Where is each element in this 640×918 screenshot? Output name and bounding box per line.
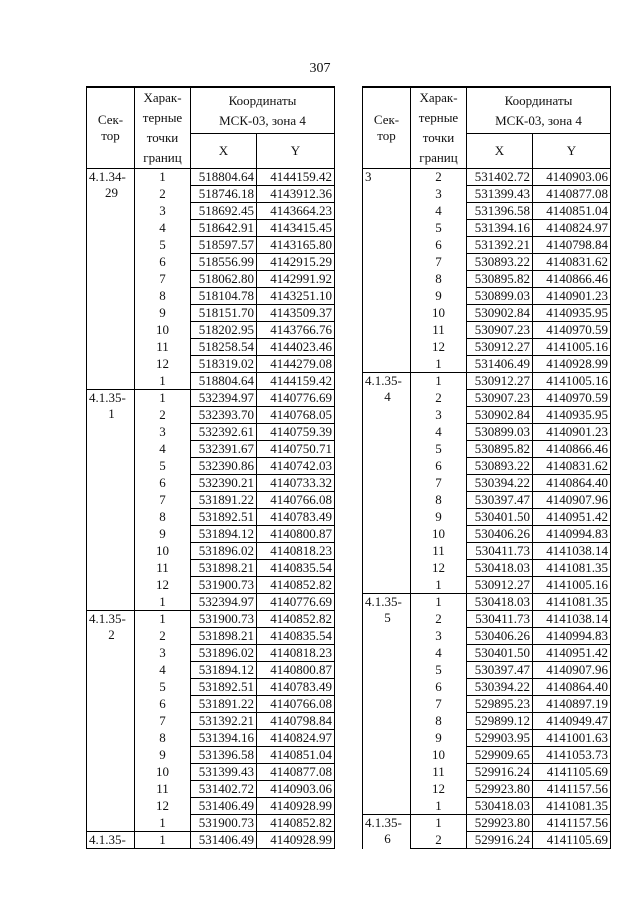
point-number: 1	[135, 373, 191, 390]
x-coordinate: 530907.23	[467, 322, 533, 339]
x-coordinate: 529895.23	[467, 696, 533, 713]
y-coordinate: 4141038.14	[533, 611, 611, 628]
y-coordinate: 4140776.69	[257, 594, 335, 611]
point-number: 12	[411, 339, 467, 356]
x-coordinate: 518746.18	[191, 186, 257, 203]
y-coordinate: 4140994.83	[533, 628, 611, 645]
y-coordinate: 4140824.97	[533, 220, 611, 237]
x-coordinate: 531394.16	[467, 220, 533, 237]
x-coordinate: 530912.27	[467, 577, 533, 594]
point-number: 11	[135, 560, 191, 577]
x-coordinate: 531402.72	[467, 169, 533, 186]
y-coordinate: 4140851.04	[257, 747, 335, 764]
x-coordinate: 530899.03	[467, 424, 533, 441]
y-coordinate: 4141005.16	[533, 373, 611, 390]
point-number: 11	[135, 781, 191, 798]
y-coordinate: 4140750.71	[257, 441, 335, 458]
y-coordinate: 4143912.36	[257, 186, 335, 203]
point-number: 10	[411, 747, 467, 764]
point-number: 1	[411, 356, 467, 373]
header-y: Y	[257, 134, 335, 169]
point-number: 3	[411, 186, 467, 203]
point-number: 1	[135, 594, 191, 611]
y-coordinate: 4140928.99	[257, 832, 335, 849]
point-number: 10	[411, 526, 467, 543]
y-coordinate: 4140901.23	[533, 288, 611, 305]
y-coordinate: 4143415.45	[257, 220, 335, 237]
x-coordinate: 518319.02	[191, 356, 257, 373]
x-coordinate: 531894.12	[191, 526, 257, 543]
table-row	[87, 390, 335, 407]
point-number: 9	[135, 526, 191, 543]
x-coordinate: 532394.97	[191, 594, 257, 611]
sector-label: 29	[105, 185, 118, 200]
y-coordinate: 4140864.40	[533, 679, 611, 696]
x-coordinate: 531394.16	[191, 730, 257, 747]
point-number: 1	[135, 169, 191, 186]
y-coordinate: 4142915.29	[257, 254, 335, 271]
point-number: 11	[411, 764, 467, 781]
y-coordinate: 4140835.54	[257, 560, 335, 577]
x-coordinate: 530394.22	[467, 679, 533, 696]
sector-label: 4.1.35-	[365, 815, 402, 830]
x-coordinate: 532392.61	[191, 424, 257, 441]
point-number: 7	[411, 696, 467, 713]
header-coordinates: Координаты МСК-03, зона 4	[467, 87, 611, 134]
point-number: 5	[135, 679, 191, 696]
y-coordinate: 4141105.69	[533, 764, 611, 781]
y-coordinate: 4140759.39	[257, 424, 335, 441]
x-coordinate: 531396.58	[191, 747, 257, 764]
x-coordinate: 518642.91	[191, 220, 257, 237]
y-coordinate: 4140818.23	[257, 645, 335, 662]
point-number: 5	[135, 237, 191, 254]
x-coordinate: 529916.24	[467, 764, 533, 781]
point-number: 2	[411, 611, 467, 628]
x-coordinate: 531900.73	[191, 815, 257, 832]
point-number: 6	[135, 254, 191, 271]
table-body-left	[87, 169, 335, 849]
y-coordinate: 4140798.84	[257, 713, 335, 730]
point-number: 2	[135, 186, 191, 203]
sector-label: 4.1.35-	[365, 594, 402, 609]
table-row	[363, 373, 611, 390]
point-number: 12	[411, 781, 467, 798]
y-coordinate: 4140907.96	[533, 492, 611, 509]
x-coordinate: 530397.47	[467, 662, 533, 679]
y-coordinate: 4140851.04	[533, 203, 611, 220]
y-coordinate: 4142991.92	[257, 271, 335, 288]
sector-label: 4.1.35-	[365, 373, 402, 388]
header-points: Харак- терные точки границ	[411, 87, 467, 169]
x-coordinate: 531392.21	[467, 237, 533, 254]
point-number: 9	[135, 305, 191, 322]
sector-cell	[363, 815, 411, 849]
point-number: 10	[135, 322, 191, 339]
y-coordinate: 4140897.19	[533, 696, 611, 713]
point-number: 1	[411, 373, 467, 390]
table-body-right	[363, 169, 611, 849]
y-coordinate: 4140903.06	[257, 781, 335, 798]
table-row	[87, 611, 335, 628]
y-coordinate: 4140831.62	[533, 458, 611, 475]
point-number: 1	[411, 594, 467, 611]
y-coordinate: 4140901.23	[533, 424, 611, 441]
y-coordinate: 4140951.42	[533, 509, 611, 526]
y-coordinate: 4140733.32	[257, 475, 335, 492]
point-number: 2	[135, 407, 191, 424]
y-coordinate: 4140935.95	[533, 407, 611, 424]
y-coordinate: 4140783.49	[257, 679, 335, 696]
point-number: 8	[135, 509, 191, 526]
sector-label: 2	[108, 627, 115, 642]
x-coordinate: 529899.12	[467, 713, 533, 730]
point-number: 5	[135, 458, 191, 475]
point-number: 3	[411, 407, 467, 424]
header-points: Харак- терные точки границ	[135, 87, 191, 169]
sector-label: 4	[384, 389, 391, 404]
point-number: 7	[135, 271, 191, 288]
point-number: 6	[135, 696, 191, 713]
y-coordinate: 4141053.73	[533, 747, 611, 764]
point-number: 9	[411, 509, 467, 526]
x-coordinate: 518062.80	[191, 271, 257, 288]
x-coordinate: 530394.22	[467, 475, 533, 492]
point-number: 5	[411, 441, 467, 458]
x-coordinate: 518202.95	[191, 322, 257, 339]
y-coordinate: 4140970.59	[533, 390, 611, 407]
y-coordinate: 4143766.76	[257, 322, 335, 339]
y-coordinate: 4144279.08	[257, 356, 335, 373]
x-coordinate: 530406.26	[467, 526, 533, 543]
y-coordinate: 4140768.05	[257, 407, 335, 424]
x-coordinate: 531399.43	[191, 764, 257, 781]
x-coordinate: 530902.84	[467, 407, 533, 424]
point-number: 7	[135, 713, 191, 730]
point-number: 8	[411, 713, 467, 730]
y-coordinate: 4140928.99	[533, 356, 611, 373]
point-number: 2	[411, 390, 467, 407]
y-coordinate: 4144159.42	[257, 169, 335, 186]
y-coordinate: 4140949.47	[533, 713, 611, 730]
point-number: 11	[135, 339, 191, 356]
point-number: 3	[135, 424, 191, 441]
table-row	[363, 169, 611, 186]
point-number: 7	[411, 475, 467, 492]
point-number: 11	[411, 543, 467, 560]
x-coordinate: 530401.50	[467, 645, 533, 662]
x-coordinate: 531896.02	[191, 543, 257, 560]
y-coordinate: 4140776.69	[257, 390, 335, 407]
sector-cell	[363, 594, 411, 815]
point-number: 8	[411, 492, 467, 509]
point-number: 3	[135, 203, 191, 220]
point-number: 7	[135, 492, 191, 509]
header-sector: Сек- тор	[87, 87, 135, 169]
y-coordinate: 4140866.46	[533, 271, 611, 288]
y-coordinate: 4143664.23	[257, 203, 335, 220]
x-coordinate: 530418.03	[467, 560, 533, 577]
point-number: 7	[411, 254, 467, 271]
y-coordinate: 4140951.42	[533, 645, 611, 662]
point-number: 6	[411, 679, 467, 696]
x-coordinate: 518804.64	[191, 373, 257, 390]
point-number: 4	[411, 203, 467, 220]
y-coordinate: 4143509.37	[257, 305, 335, 322]
y-coordinate: 4141081.35	[533, 798, 611, 815]
sector-label: 3	[365, 169, 372, 184]
y-coordinate: 4140766.08	[257, 696, 335, 713]
x-coordinate: 531898.21	[191, 560, 257, 577]
y-coordinate: 4141157.56	[533, 781, 611, 798]
x-coordinate: 518258.54	[191, 339, 257, 356]
sector-label: 1	[108, 406, 115, 421]
x-coordinate: 518104.78	[191, 288, 257, 305]
point-number: 8	[411, 271, 467, 288]
sector-label: 4.1.35-	[89, 390, 126, 405]
header-x: X	[191, 134, 257, 169]
point-number: 2	[135, 628, 191, 645]
x-coordinate: 529903.95	[467, 730, 533, 747]
point-number: 1	[135, 815, 191, 832]
y-coordinate: 4140852.82	[257, 815, 335, 832]
point-number: 12	[411, 560, 467, 577]
x-coordinate: 531892.51	[191, 509, 257, 526]
point-number: 10	[135, 764, 191, 781]
sector-label: 5	[384, 610, 391, 625]
sector-cell	[87, 611, 135, 832]
x-coordinate: 530401.50	[467, 509, 533, 526]
x-coordinate: 531896.02	[191, 645, 257, 662]
sector-cell	[363, 169, 411, 373]
x-coordinate: 530895.82	[467, 271, 533, 288]
point-number: 5	[411, 662, 467, 679]
x-coordinate: 518692.45	[191, 203, 257, 220]
point-number: 3	[411, 628, 467, 645]
point-number: 4	[135, 441, 191, 458]
y-coordinate: 4141005.16	[533, 339, 611, 356]
y-coordinate: 4140877.08	[533, 186, 611, 203]
x-coordinate: 530907.23	[467, 390, 533, 407]
y-coordinate: 4140798.84	[533, 237, 611, 254]
x-coordinate: 531406.49	[467, 356, 533, 373]
x-coordinate: 531406.49	[191, 832, 257, 849]
point-number: 1	[411, 798, 467, 815]
y-coordinate: 4140852.82	[257, 611, 335, 628]
point-number: 9	[411, 288, 467, 305]
y-coordinate: 4141001.63	[533, 730, 611, 747]
y-coordinate: 4144159.42	[257, 373, 335, 390]
table-row	[87, 832, 335, 849]
x-coordinate: 530411.73	[467, 611, 533, 628]
x-coordinate: 530893.22	[467, 458, 533, 475]
y-coordinate: 4140831.62	[533, 254, 611, 271]
x-coordinate: 531894.12	[191, 662, 257, 679]
y-coordinate: 4143251.10	[257, 288, 335, 305]
x-coordinate: 531900.73	[191, 577, 257, 594]
page-number: 307	[309, 61, 331, 76]
x-coordinate: 531898.21	[191, 628, 257, 645]
point-number: 6	[411, 458, 467, 475]
sector-label: 4.1.35-	[89, 832, 126, 847]
y-coordinate: 4143165.80	[257, 237, 335, 254]
x-coordinate: 530912.27	[467, 339, 533, 356]
y-coordinate: 4141157.56	[533, 815, 611, 832]
header-y: Y	[533, 134, 611, 169]
y-coordinate: 4140824.97	[257, 730, 335, 747]
sector-cell	[87, 832, 135, 849]
point-number: 12	[135, 798, 191, 815]
x-coordinate: 531892.51	[191, 679, 257, 696]
sector-cell	[87, 169, 135, 390]
y-coordinate: 4140742.03	[257, 458, 335, 475]
point-number: 1	[135, 611, 191, 628]
x-coordinate: 530418.03	[467, 594, 533, 611]
y-coordinate: 4140766.08	[257, 492, 335, 509]
y-coordinate: 4141005.16	[533, 577, 611, 594]
y-coordinate: 4140783.49	[257, 509, 335, 526]
y-coordinate: 4141038.14	[533, 543, 611, 560]
x-coordinate: 518556.99	[191, 254, 257, 271]
table-row	[363, 594, 611, 611]
point-number: 4	[135, 220, 191, 237]
y-coordinate: 4140970.59	[533, 322, 611, 339]
point-number: 12	[135, 577, 191, 594]
sector-label: 6	[384, 831, 391, 846]
point-number: 1	[411, 577, 467, 594]
point-number: 12	[135, 356, 191, 373]
y-coordinate: 4140835.54	[257, 628, 335, 645]
x-coordinate: 529916.24	[467, 832, 533, 849]
y-coordinate: 4141105.69	[533, 832, 611, 849]
point-number: 2	[411, 832, 467, 849]
table-row	[87, 169, 335, 186]
x-coordinate: 530397.47	[467, 492, 533, 509]
point-number: 6	[411, 237, 467, 254]
header-x: X	[467, 134, 533, 169]
x-coordinate: 531406.49	[191, 798, 257, 815]
x-coordinate: 531392.21	[191, 713, 257, 730]
y-coordinate: 4140935.95	[533, 305, 611, 322]
y-coordinate: 4140994.83	[533, 526, 611, 543]
point-number: 1	[411, 815, 467, 832]
x-coordinate: 531891.22	[191, 696, 257, 713]
point-number: 10	[135, 543, 191, 560]
point-number: 1	[135, 390, 191, 407]
point-number: 4	[411, 645, 467, 662]
x-coordinate: 531402.72	[191, 781, 257, 798]
x-coordinate: 530893.22	[467, 254, 533, 271]
coordinates-table-left	[86, 86, 335, 849]
y-coordinate: 4141081.35	[533, 594, 611, 611]
y-coordinate: 4140928.99	[257, 798, 335, 815]
x-coordinate: 529909.65	[467, 747, 533, 764]
point-number: 4	[135, 662, 191, 679]
x-coordinate: 531396.58	[467, 203, 533, 220]
point-number: 10	[411, 305, 467, 322]
y-coordinate: 4140864.40	[533, 475, 611, 492]
x-coordinate: 518597.57	[191, 237, 257, 254]
point-number: 8	[135, 288, 191, 305]
x-coordinate: 530902.84	[467, 305, 533, 322]
x-coordinate: 532394.97	[191, 390, 257, 407]
x-coordinate: 518151.70	[191, 305, 257, 322]
point-number: 3	[135, 645, 191, 662]
x-coordinate: 530912.27	[467, 373, 533, 390]
y-coordinate: 4140818.23	[257, 543, 335, 560]
sector-label: 4.1.34-	[89, 169, 126, 184]
x-coordinate: 531399.43	[467, 186, 533, 203]
y-coordinate: 4141081.35	[533, 560, 611, 577]
x-coordinate: 530418.03	[467, 798, 533, 815]
point-number: 9	[135, 747, 191, 764]
x-coordinate: 530411.73	[467, 543, 533, 560]
sector-cell	[363, 373, 411, 594]
y-coordinate: 4140907.96	[533, 662, 611, 679]
x-coordinate: 518804.64	[191, 169, 257, 186]
point-number: 1	[135, 832, 191, 849]
x-coordinate: 532393.70	[191, 407, 257, 424]
header-sector: Сек- тор	[363, 87, 411, 169]
point-number: 11	[411, 322, 467, 339]
x-coordinate: 530899.03	[467, 288, 533, 305]
point-number: 6	[135, 475, 191, 492]
x-coordinate: 532390.21	[191, 475, 257, 492]
y-coordinate: 4140800.87	[257, 662, 335, 679]
point-number: 9	[411, 730, 467, 747]
point-number: 4	[411, 424, 467, 441]
y-coordinate: 4140852.82	[257, 577, 335, 594]
y-coordinate: 4140877.08	[257, 764, 335, 781]
table-row	[363, 815, 611, 832]
sector-cell	[87, 390, 135, 611]
x-coordinate: 531900.73	[191, 611, 257, 628]
point-number: 8	[135, 730, 191, 747]
y-coordinate: 4140903.06	[533, 169, 611, 186]
y-coordinate: 4140800.87	[257, 526, 335, 543]
x-coordinate: 529923.80	[467, 781, 533, 798]
header-coordinates: Координаты МСК-03, зона 4	[191, 87, 335, 134]
x-coordinate: 532391.67	[191, 441, 257, 458]
sector-label: 4.1.35-	[89, 611, 126, 626]
x-coordinate: 529923.80	[467, 815, 533, 832]
point-number: 5	[411, 220, 467, 237]
y-coordinate: 4140866.46	[533, 441, 611, 458]
coordinates-table-right	[362, 86, 611, 849]
x-coordinate: 530406.26	[467, 628, 533, 645]
x-coordinate: 532390.86	[191, 458, 257, 475]
y-coordinate: 4144023.46	[257, 339, 335, 356]
x-coordinate: 530895.82	[467, 441, 533, 458]
point-number: 2	[411, 169, 467, 186]
x-coordinate: 531891.22	[191, 492, 257, 509]
